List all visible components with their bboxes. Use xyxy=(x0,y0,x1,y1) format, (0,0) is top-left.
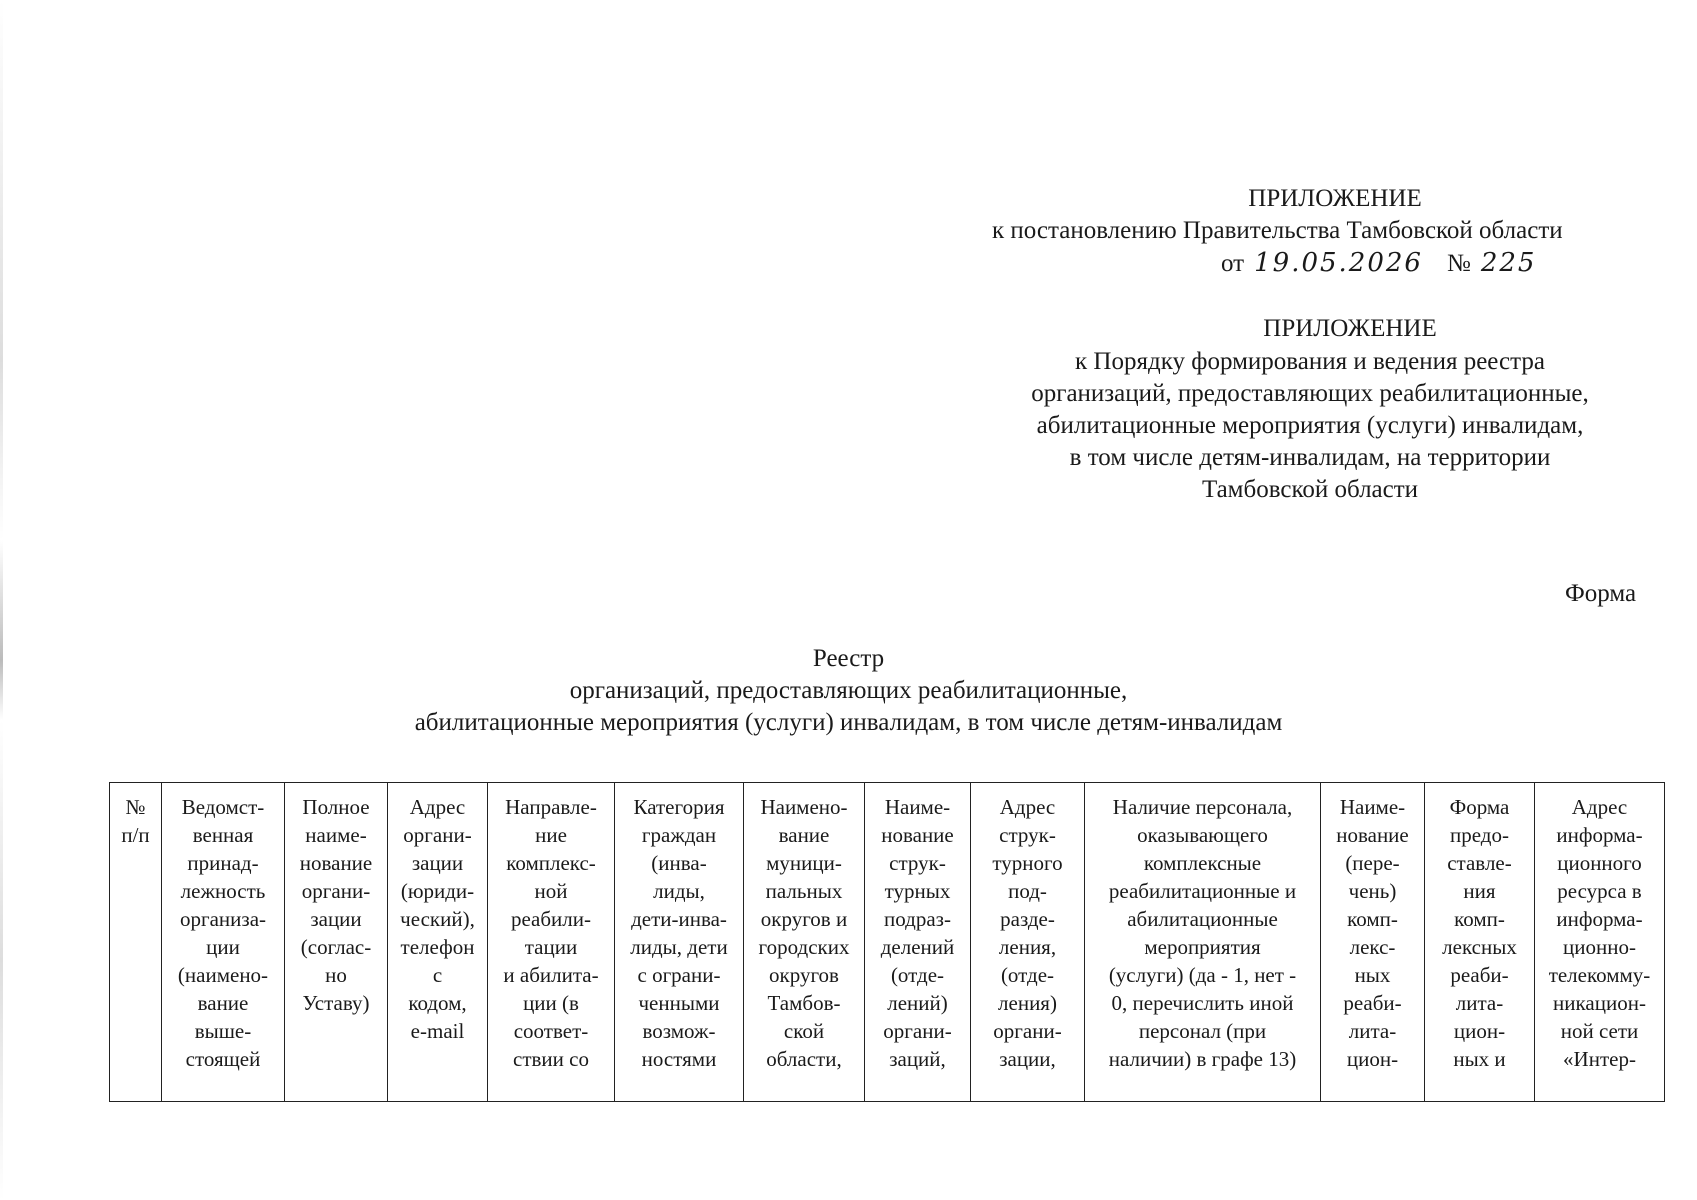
annex-1-date-line xyxy=(1221,247,1536,280)
header-text-line: (наимено- xyxy=(177,963,269,987)
header-text-line: ной xyxy=(534,879,568,903)
header-text-line: ностями xyxy=(641,1047,717,1071)
header-text-line: никацион- xyxy=(1553,991,1646,1015)
header-text-line: наиме- xyxy=(305,823,367,847)
column-header-3 xyxy=(285,783,388,1102)
annex-1-line: к постановлению Правительства Тамбовской области xyxy=(992,217,1563,244)
header-text-line: нование xyxy=(299,851,373,875)
header-text-line: органи- xyxy=(883,1019,952,1043)
header-text-line: предо- xyxy=(1450,823,1509,847)
header-text-line: Категория xyxy=(633,795,725,819)
header-text-line: делений xyxy=(880,935,955,959)
header-text-line: ченными xyxy=(638,991,720,1015)
header-text-line: подраз- xyxy=(884,907,951,931)
header-text-line: № xyxy=(125,795,146,819)
header-text-line: (отде- xyxy=(890,963,945,987)
header-text-line: комп- xyxy=(1347,907,1398,931)
annex-2-line: абилитационные мероприятия (услуги) инвалидам, xyxy=(1036,412,1584,439)
header-text-line: наличии) в графе 13) xyxy=(1108,1047,1297,1071)
header-text-line: лексных xyxy=(1442,935,1517,959)
header-text-line: нование xyxy=(881,823,954,847)
header-text-line: лекс- xyxy=(1349,935,1396,959)
header-text-line: принад- xyxy=(187,851,259,875)
header-text-line: кодом, xyxy=(408,991,467,1015)
column-header-2 xyxy=(162,783,285,1102)
annex-2-line: Тамбовской области xyxy=(1201,476,1419,503)
header-text-line: лита- xyxy=(1348,1019,1397,1043)
header-text-line: органи- xyxy=(301,879,371,903)
title-line: абилитационные мероприятия (услуги) инвалидам, в том числе детям-инвалидам xyxy=(414,709,1283,736)
annex-1-heading: ПРИЛОЖЕНИЕ xyxy=(1248,185,1422,212)
header-text-line: округов и xyxy=(760,907,848,931)
header-text-line: комп- xyxy=(1454,907,1505,931)
header-text-line: лиды, xyxy=(653,879,705,903)
header-text-line: зации xyxy=(310,907,362,931)
header-text-line: Форма xyxy=(1449,795,1510,819)
header-text-line: вание xyxy=(778,823,830,847)
registry-table xyxy=(109,782,1665,1102)
header-text-line: ных xyxy=(1354,963,1391,987)
header-text-line: Наиме- xyxy=(1339,795,1406,819)
header-text-line: Наимено- xyxy=(760,795,848,819)
header-text-line: лиды, дети xyxy=(630,935,728,959)
header-text-line: комплекс- xyxy=(506,851,596,875)
column-header-1 xyxy=(110,783,162,1102)
header-text-line: п/п xyxy=(121,823,150,847)
header-text-line: ресурса в xyxy=(1557,879,1642,903)
annex-2-heading: ПРИЛОЖЕНИЕ xyxy=(1263,315,1437,342)
header-text-line: Тамбов- xyxy=(767,991,841,1015)
header-text-line: но xyxy=(325,963,347,987)
header-text-line: ления) xyxy=(998,991,1057,1015)
header-text-line: мероприятия xyxy=(1144,935,1261,959)
column-header-5 xyxy=(488,783,615,1102)
registry-title xyxy=(0,643,1697,739)
header-text-line: струк- xyxy=(889,851,946,875)
header-text-line: информа- xyxy=(1556,823,1643,847)
header-text-line: цион- xyxy=(1453,1019,1506,1043)
header-text-line: муници- xyxy=(766,851,842,875)
column-header-12 xyxy=(1425,783,1535,1102)
header-text-line: венная xyxy=(192,823,254,847)
title-line: организаций, предоставляющих реабилитационные, xyxy=(569,677,1128,704)
annex-2-line: в том числе детям-инвалидам, на территории xyxy=(1069,444,1551,471)
header-text-line: реабили- xyxy=(510,907,592,931)
header-text-line: с ограни- xyxy=(637,963,721,987)
header-text-line: лений) xyxy=(887,991,948,1015)
header-text-line: цион- xyxy=(1346,1047,1399,1071)
header-text-line: Наличие персонала, xyxy=(1112,795,1293,819)
header-text-line: зации xyxy=(411,851,464,875)
header-text-line: нование xyxy=(1336,823,1409,847)
column-header-4 xyxy=(388,783,488,1102)
header-text-line: дети-инва- xyxy=(631,907,727,931)
header-text-line: выше- xyxy=(194,1019,252,1043)
header-text-line: турного xyxy=(992,851,1063,875)
header-text-line: пальных xyxy=(765,879,843,903)
header-text-line: комплексные xyxy=(1143,851,1262,875)
header-text-line: Уставу) xyxy=(302,991,370,1015)
header-text-line: струк- xyxy=(999,823,1056,847)
header-text-line: зации, xyxy=(999,1047,1056,1071)
header-text-line: ления, xyxy=(998,935,1057,959)
annex-2-text xyxy=(1000,346,1620,506)
number-prefix: № xyxy=(1446,250,1471,277)
header-text-line: органи- xyxy=(993,1019,1062,1043)
header-text-line: (юриди- xyxy=(400,879,475,903)
header-text-line: ционно- xyxy=(1563,935,1636,959)
header-text-line: с xyxy=(432,963,443,987)
handwritten-number: 225 xyxy=(1480,248,1537,278)
header-text-line: городских xyxy=(758,935,850,959)
header-text-line: ния xyxy=(1463,879,1496,903)
header-text-line: органи- xyxy=(403,823,472,847)
header-text-line: чень) xyxy=(1348,879,1397,903)
header-text-line: информа- xyxy=(1556,907,1643,931)
header-text-line: ционного xyxy=(1557,851,1642,875)
header-text-line: Адрес xyxy=(409,795,466,819)
column-header-10 xyxy=(1085,783,1321,1102)
scan-edge-artifact xyxy=(0,0,3,1200)
column-header-9 xyxy=(971,783,1085,1102)
column-header-8 xyxy=(865,783,971,1102)
header-text-line: ции (в xyxy=(523,991,579,1015)
header-text-line: тации xyxy=(524,935,578,959)
header-text-line: e-mail xyxy=(410,1019,465,1043)
column-header-11 xyxy=(1321,783,1425,1102)
column-header-13 xyxy=(1535,783,1665,1102)
header-text-line: реабилитационные и xyxy=(1108,879,1297,903)
header-text-line: Адрес xyxy=(1571,795,1628,819)
header-text-line: лежность xyxy=(180,879,266,903)
annex-2-line: организаций, предоставляющих реабилитационные, xyxy=(1031,380,1589,407)
column-header-7 xyxy=(744,783,865,1102)
header-text-line: реаби- xyxy=(1343,991,1402,1015)
header-text-line: Полное xyxy=(302,795,370,819)
date-prefix: от xyxy=(1221,250,1245,277)
header-text-line: граждан xyxy=(641,823,717,847)
header-text-line: персонал (при xyxy=(1138,1019,1267,1043)
header-text-line: ной сети xyxy=(1560,1019,1639,1043)
header-text-line: Направле- xyxy=(505,795,597,819)
table-header-row xyxy=(110,783,1665,1102)
header-text-line: ческий), xyxy=(400,907,475,931)
header-text-line: возмож- xyxy=(642,1019,716,1043)
header-text-line: организа- xyxy=(179,907,267,931)
form-label: Форма xyxy=(1565,580,1637,607)
header-text-line: Наиме- xyxy=(884,795,951,819)
header-text-line: ции xyxy=(206,935,240,959)
header-text-line: оказывающего xyxy=(1137,823,1268,847)
header-text-line: реаби- xyxy=(1450,963,1509,987)
header-text-line: ствии со xyxy=(513,1047,589,1071)
header-text-line: ние xyxy=(535,823,567,847)
header-text-line: области, xyxy=(766,1047,842,1071)
header-text-line: (соглас- xyxy=(300,935,372,959)
header-text-line: телефон xyxy=(400,935,475,959)
header-text-line: (отде- xyxy=(1000,963,1055,987)
annex-2-line: к Порядку формирования и ведения реестра xyxy=(1075,348,1545,375)
header-text-line: заций, xyxy=(889,1047,946,1071)
header-text-line: (пере- xyxy=(1345,851,1400,875)
column-header-6 xyxy=(615,783,744,1102)
header-text-line: лита- xyxy=(1455,991,1504,1015)
header-text-line: ской xyxy=(783,1019,825,1043)
header-text-line: турных xyxy=(884,879,951,903)
header-text-line: Адрес xyxy=(999,795,1056,819)
header-text-line: 0, перечислить иной xyxy=(1111,991,1294,1015)
header-text-line: абилитационные xyxy=(1127,907,1278,931)
header-text-line: Ведомст- xyxy=(181,795,265,819)
header-text-line: (услуги) (да - 1, нет - xyxy=(1108,963,1297,987)
header-text-line: под- xyxy=(1008,879,1047,903)
header-text-line: соответ- xyxy=(513,1019,589,1043)
header-text-line: ных и xyxy=(1453,1047,1506,1071)
header-text-line: (инва- xyxy=(651,851,707,875)
header-text-line: телекомму- xyxy=(1548,963,1651,987)
header-text-line: вание xyxy=(197,991,249,1015)
header-text-line: «Интер- xyxy=(1563,1047,1636,1071)
header-text-line: ставле- xyxy=(1447,851,1512,875)
handwritten-date: 19.05.2026 xyxy=(1254,248,1423,278)
title-line: Реестр xyxy=(812,645,885,672)
header-text-line: разде- xyxy=(1000,907,1055,931)
header-text-line: стоящей xyxy=(185,1047,261,1071)
header-text-line: и абилита- xyxy=(503,963,599,987)
header-text-line: округов xyxy=(769,963,839,987)
